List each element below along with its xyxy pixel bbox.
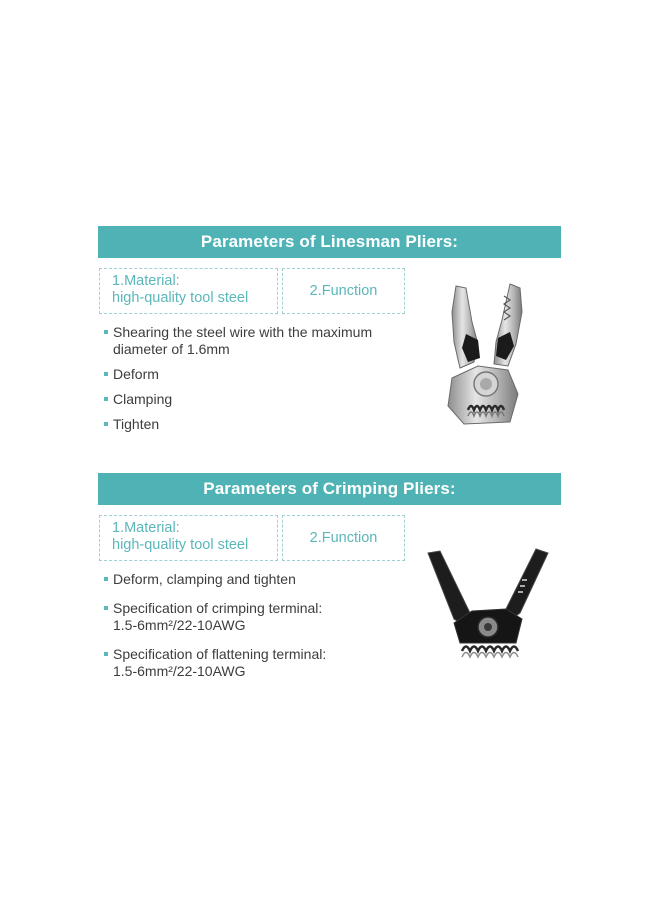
linesman-material-box (99, 268, 278, 314)
bullet-text: Tighten (113, 416, 160, 432)
linesman-function-box: 2.Function (282, 268, 405, 314)
crimping-pliers-image (424, 547, 552, 667)
bullet-text: Deform (113, 366, 159, 382)
list-item (104, 416, 403, 433)
list-item (104, 600, 326, 634)
bullet-text: Specification of flattening terminal: (113, 646, 327, 662)
crimping-function-list (104, 571, 326, 680)
list-item (104, 646, 326, 680)
linesman-pliers-image (444, 282, 530, 437)
bullet-text: Specification of crimping terminal: (113, 600, 323, 616)
crimping-material-box (99, 515, 278, 561)
crimping-function-box: 2.Function (282, 515, 405, 561)
material-value: high-quality tool steel (112, 290, 249, 306)
list-item (104, 571, 326, 588)
bullet-text: 1.5-6mm²/22-10AWG (113, 617, 246, 633)
list-item (104, 366, 403, 383)
bullet-text: 1.5-6mm²/22-10AWG (113, 663, 246, 679)
bullet-text: Deform, clamping and tighten (113, 571, 296, 587)
list-item (104, 324, 403, 358)
material-label: 1.Material: (112, 520, 180, 536)
crimping-section (98, 473, 561, 683)
linesman-title-banner: Parameters of Linesman Pliers: (98, 226, 561, 258)
material-label: 1.Material: (112, 273, 180, 289)
list-item (104, 391, 403, 408)
bullet-text: Clamping (113, 391, 173, 407)
crimping-title-banner: Parameters of Crimping Pliers: (98, 473, 561, 505)
bullet-text: Shearing the steel wire with the maximum (113, 324, 373, 340)
bullet-text: diameter of 1.6mm (113, 341, 230, 357)
linesman-function-list (104, 324, 403, 433)
material-value: high-quality tool steel (112, 537, 249, 553)
linesman-section (98, 226, 561, 441)
